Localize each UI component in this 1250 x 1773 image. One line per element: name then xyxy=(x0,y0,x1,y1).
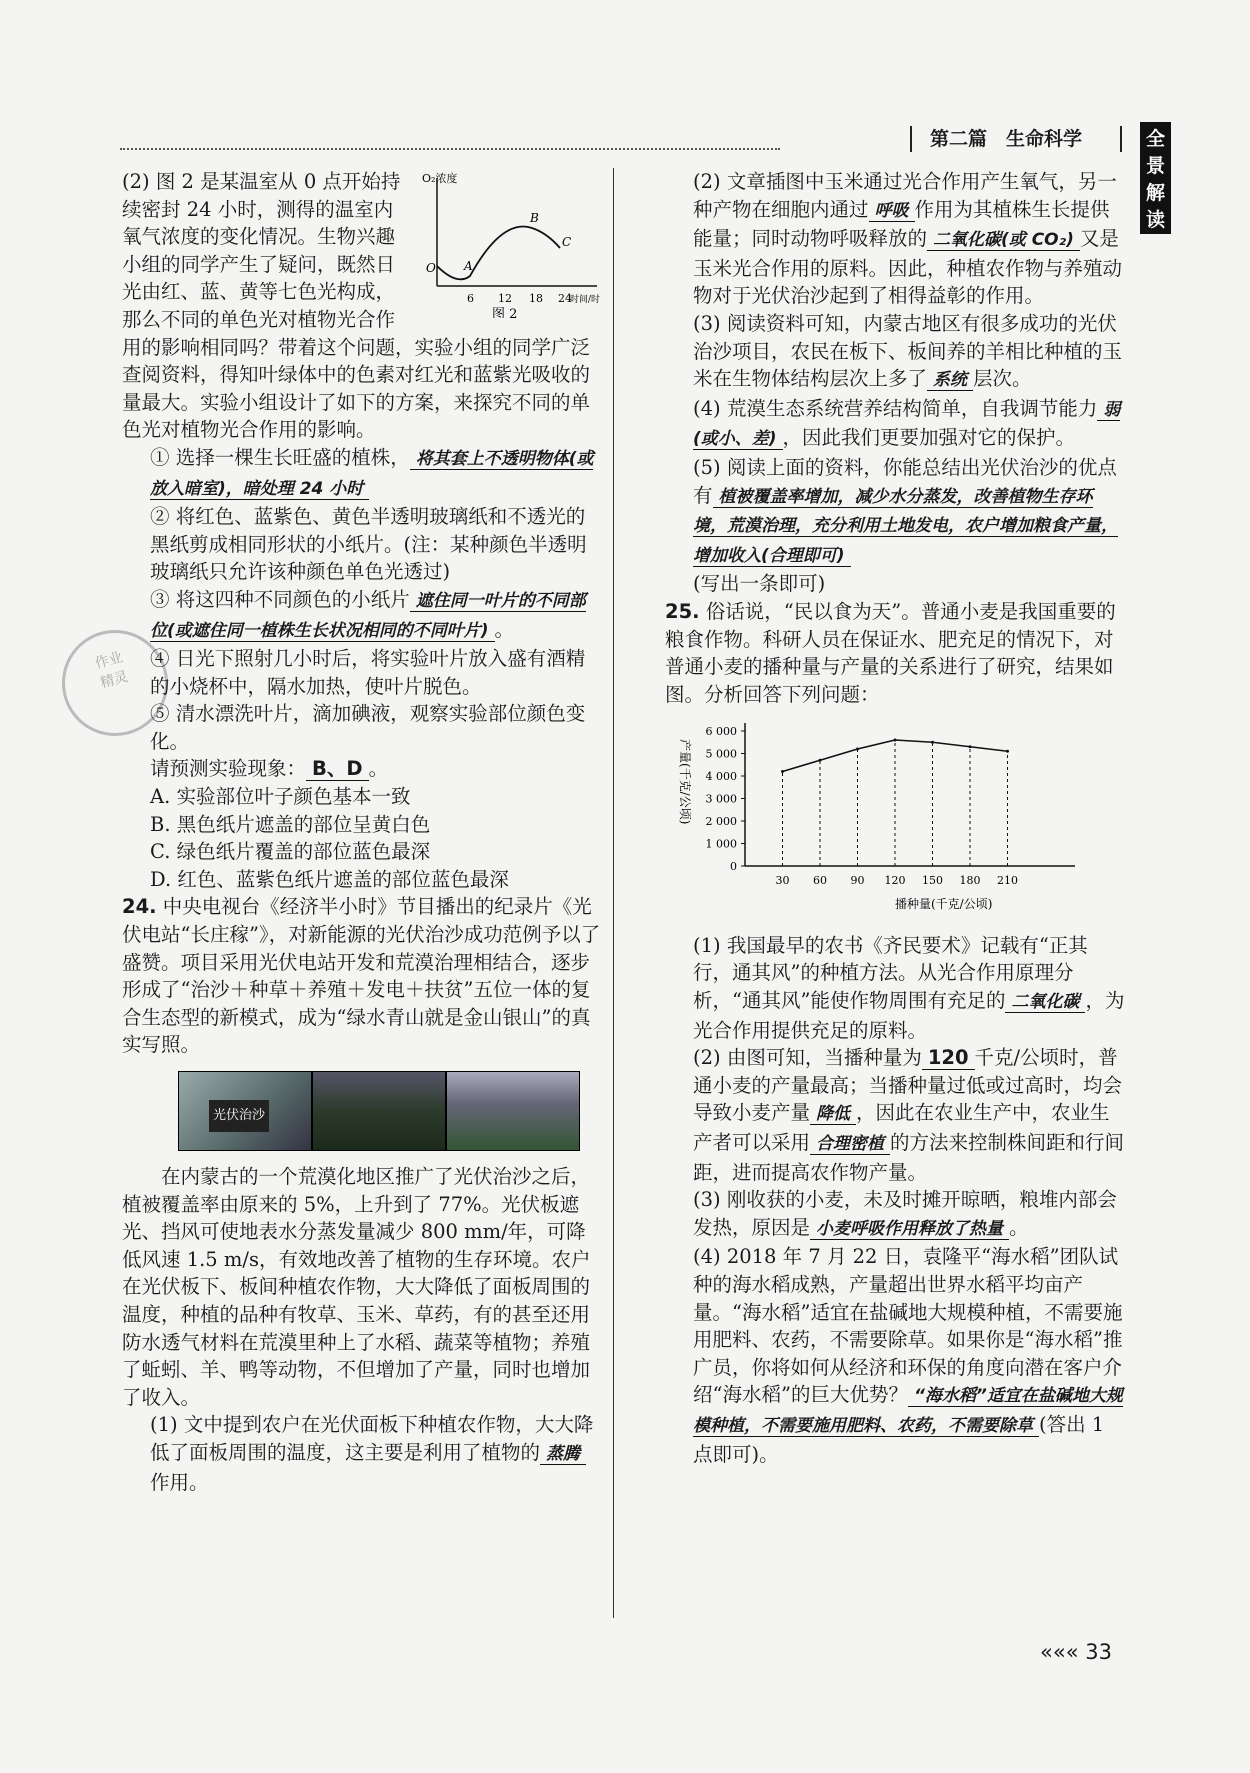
chart-axes xyxy=(706,723,1076,887)
answer: 弱(或小、差) xyxy=(693,399,1121,450)
chart-xlabel: 播种量(千克/公顷) xyxy=(895,897,993,912)
page-number: ««« 33 xyxy=(1040,1640,1112,1664)
answer: 二氧化碳(或 CO₂) xyxy=(927,230,1080,251)
x-tick-label: 210 xyxy=(997,874,1018,888)
answer: 遮住同一叶片的不同部位(或遮住同一植株生长状况相同的不同叶片) xyxy=(150,590,586,641)
q23-2-text: (2) 图 2 是某温室从 0 点开始持续密封 24 小时，测得的温室内氧气浓度的变化情况。生物兴趣小组的同学产生了疑问，既然日光由红、蓝、黄等七色光构成，那么不同的单色光对植物光合作用的影响相同吗？带着这个问题，实验小组的同学广泛查阅资料，得知叶绿体中的色素对红光和蓝紫光吸收的量最大。实验小组设计了如下的方案，来探究不同的单色光对植物光合作用的影响。 xyxy=(122,170,591,442)
step-1: ① 选择一棵生长旺盛的植株， 将其套上不透明物体(或放入暗室)，暗处理 24 小时 xyxy=(150,445,594,499)
header-divider xyxy=(910,126,912,152)
figure-2 xyxy=(412,168,602,318)
y-tick-label: 5 000 xyxy=(705,747,737,761)
answer: 小麦呼吸作用释放了热量 xyxy=(810,1219,1009,1240)
point-label: C xyxy=(562,235,572,249)
y-tick-label: 4 000 xyxy=(705,770,737,784)
answer: 植被覆盖率增加，减少水分蒸发，改善植物生存环境，荒漠治理，充分利用土地发电，农户增加粮食产量，增加收入(合理即可) xyxy=(693,486,1118,566)
answer: 呼吸 xyxy=(869,201,915,222)
answer: 二氧化碳 xyxy=(1005,992,1085,1013)
watermark-stamp: 作业 精灵 xyxy=(50,618,180,748)
tick-label: 12 xyxy=(498,292,512,305)
q25-3: (3) 刚收获的小麦，未及时摊开晾晒，粮堆内部会发热，原因是 小麦呼吸作用释放了热量 。 xyxy=(693,1188,1117,1239)
header-divider xyxy=(1120,126,1122,152)
step-4: ④ 日光下照射几小时后，将实验叶片放入盛有酒精的小烧杯中，隔水加热，使叶片脱色。 xyxy=(150,647,586,698)
fig2-xlabel: 时间/时 xyxy=(570,295,601,305)
point-label: A xyxy=(464,259,473,273)
q24-5: (5) 阅读上面的资料，你能总结出光伏治沙的优点有 植被覆盖率增加，减少水分蒸发，改善植物生存环境，荒漠治理，充分利用土地发电，农户增加粮食产量，增加收入(合理即可) (写出一条即可) xyxy=(693,455,1118,596)
photo-badge: 光伏治沙 xyxy=(209,1100,269,1132)
q24-2: (2) 文章插图中玉米通过光合作用产生氧气，另一种产物在细胞内通过 呼吸 作用为其植株生长提供能量；同时动物呼吸释放的 二氧化碳(或 CO₂) 又是玉米光合作用的原料。因此，种植农作物与养殖动物对于光伏治沙起到了相得益彰的作用。 xyxy=(693,170,1123,308)
option-a: A. 实验部位叶子颜色基本一致 xyxy=(150,785,411,809)
q25-1: (1) 我国最早的农书《齐民要术》记载有“正其行，通其风”的种植方法。从光合作用原理分析，“通其风”能使作物周围有充足的 二氧化碳 ，为光合作用提供充足的原料。 xyxy=(693,933,1125,1042)
x-tick-label: 90 xyxy=(850,874,865,888)
q24-1: (1) 文中提到农户在光伏面板下种植农作物，大大降低了面板周围的温度，这主要是利用了植物的 蒸腾作用。 xyxy=(150,1413,594,1494)
column-divider xyxy=(613,168,614,1618)
left-column xyxy=(122,168,602,1496)
x-tick-label: 60 xyxy=(813,874,827,888)
question-24: 24. 中央电视台《经济半小时》节目播出的纪录片《光伏电站“长庄稼”》，对新能源的光伏治沙成功范例予以了盛赞。项目采用光伏电站开发和荒漠治理相结合，逐步形成了“治沙＋种草＋养殖＋发电＋扶贫”五位一体的复合生态型的新模式，成为“绿水青山就是金山银山”的真实写照。 xyxy=(122,895,601,1057)
q24-4: (4) 荒漠生态系统营养结构简单，自我调节能力 弱(或小、差) ，因此我们更要加强对它的保护。 xyxy=(693,396,1121,450)
step-5: ⑤ 清水漂洗叶片，滴加碘液，观察实验部位颜色变化。 xyxy=(150,702,586,753)
question-25: 25. 俗话说，“民以食为天”。普通小麦是我国重要的粮食作物。科研人员在保证水、肥充足的情况下，对普通小麦的播种量与产量的关系进行了研究，结果如图。分析回答下列问题： xyxy=(665,599,1116,706)
photo xyxy=(178,1071,312,1151)
option-d: D. 红色、蓝紫色纸片遮盖的部位蓝色最深 xyxy=(150,867,509,891)
header-dotted-rule xyxy=(120,148,780,150)
fig2-caption: 图 2 xyxy=(492,307,518,318)
photo-strip xyxy=(178,1071,580,1151)
predict: 请预测实验现象： B、D 。 xyxy=(150,757,389,781)
answer: 120 xyxy=(922,1046,975,1070)
tick-label: 24 xyxy=(558,292,572,305)
option-c: C. 绿色纸片覆盖的部位蓝色最深 xyxy=(150,840,431,864)
q25-4: (4) 2018 年 7 月 22 日，袁隆平“海水稻”团队试种的海水稻成熟，产量超出世界水稻平均亩产量。“海水稻”适宜在盐碱地大规模种植，不需要施用肥料、农药，不需要除草。如果你是“海水稻”推广员，你将如何从经济和环保的角度向潜在客户介绍“海水稻”的巨大优势？ “海水稻”适宜在盐碱地大规模种植，不需要施用肥料、农药，不需要除草 (答出 1 点即可)。 xyxy=(693,1245,1123,1466)
answer: 合理密植 xyxy=(810,1134,890,1155)
answer: B、D xyxy=(306,757,369,781)
answer: “海水稻”适宜在盐碱地大规模种植，不需要施用肥料、农药，不需要除草 xyxy=(693,1386,1123,1436)
section-title: 第二篇 生命科学 xyxy=(930,128,1083,150)
y-tick-label: 1 000 xyxy=(705,837,737,851)
arrows-icon: ««« xyxy=(1040,1640,1079,1664)
x-tick-label: 120 xyxy=(884,874,906,888)
point-label: O xyxy=(426,261,436,275)
q25-2: (2) 由图可知，当播种量为 120 千克/公顷时，普通小麦的产量最高；当播种量过低或过高时，均会导致小麦产量 降低 ，因此在农业生产中，农业生产者可以采用 合理密植 的方法来控制株间距和行间距，进而提高农作物产量。 xyxy=(693,1046,1125,1184)
tick-label: 6 xyxy=(467,292,474,305)
answer: 将其套上不透明物体(或放入暗室)，暗处理 24 小时 xyxy=(150,448,594,499)
answer: 蒸腾 xyxy=(540,1444,586,1465)
photo xyxy=(446,1071,580,1151)
y-tick-label: 6 000 xyxy=(705,725,737,739)
yield-chart xyxy=(665,716,1105,916)
fig2-ylabel: O₂浓度 xyxy=(422,172,458,185)
x-tick-label: 180 xyxy=(959,874,981,888)
y-tick-label: 0 xyxy=(730,860,737,874)
x-tick-label: 150 xyxy=(922,874,943,888)
chart-ylabel: 产量(千克/公顷) xyxy=(678,739,692,825)
option-b: B. 黑色纸片遮盖的部位呈黄白色 xyxy=(150,812,431,836)
step-3: ③ 将这四种不同颜色的小纸片 遮住同一叶片的不同部位(或遮住同一植株生长状况相同的不同叶片) 。 xyxy=(150,587,586,641)
q24-3: (3) 阅读资料可知，内蒙古地区有很多成功的光伏治沙项目，农民在板下、板间养的羊相比种植的玉米在生物体结构层次上多了 系统 层次。 xyxy=(693,311,1123,391)
right-column xyxy=(665,168,1125,1468)
point-label: B xyxy=(530,211,539,225)
oxygen-curve xyxy=(437,227,560,280)
photo xyxy=(312,1071,446,1151)
tick-label: 18 xyxy=(529,292,543,305)
x-tick-label: 30 xyxy=(775,874,790,888)
chart-marks xyxy=(781,739,1009,867)
q24-paragraph: 在内蒙古的一个荒漠化地区推广了光伏治沙之后，植被覆盖率由原来的 5%，上升到了 77%。光伏板遮光、挡风可使地表水分蒸发量减少 800 mm/年，可降低风速 1.5 m/s，有效地改善了植物的生存环境。农户在光伏板下、板间种植农作物，大大降低了面板周围的温度，种植的品种有牧草、玉米、草药，有的甚至还用防水透气材料在荒漠里种上了水稻、蔬菜等植物；养殖了蚯蚓、羊、鸭等动物，不但增加了产量，同时也增加了收入。 xyxy=(122,1165,591,1409)
answer: 系统 xyxy=(927,370,973,391)
section-badge: 全景解读 xyxy=(1140,122,1171,234)
y-tick-label: 3 000 xyxy=(705,792,737,806)
step-2: ② 将红色、蓝紫色、黄色半透明玻璃纸和不透光的黑纸剪成相同形状的小纸片。(注：某种颜色半透明玻璃纸只允许该种颜色单色光透过) xyxy=(150,505,587,584)
answer: 降低 xyxy=(810,1104,856,1125)
figure-2-chart xyxy=(412,168,602,318)
y-tick-label: 2 000 xyxy=(705,815,737,829)
